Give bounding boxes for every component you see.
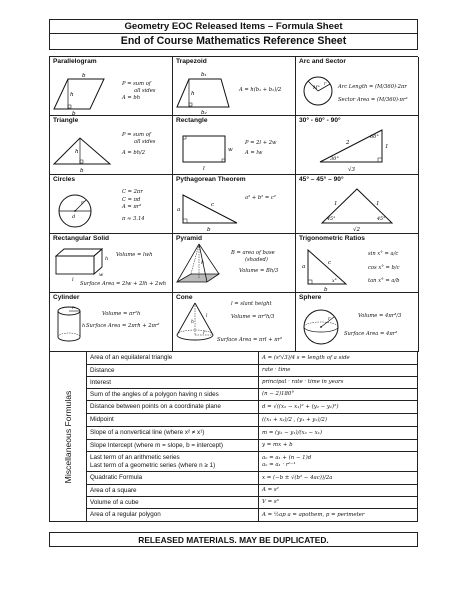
- label-w: w: [99, 272, 104, 278]
- label-h: h: [82, 323, 86, 329]
- cell-title: Rectangular Solid: [53, 235, 110, 242]
- label-b2: b₂: [201, 110, 207, 116]
- cell-title: Cylinder: [53, 294, 80, 301]
- label-60: 60°: [370, 134, 379, 140]
- label-r: r: [328, 317, 331, 322]
- label-h: h: [70, 92, 74, 98]
- cell-title: Rectangle: [176, 117, 208, 124]
- pyramid-formulas: B = area of base (shaded) Volume = Bh/3: [231, 250, 279, 274]
- label-h: h: [105, 256, 109, 262]
- label-c: c: [211, 202, 215, 208]
- label-45-left: 45°: [327, 217, 336, 222]
- trig-formulas: sin x° = a/c cos x° = b/c tan x° = a/b: [368, 251, 400, 284]
- cell-cone: [173, 293, 296, 352]
- cell-45-45-90: [296, 175, 419, 234]
- cell-title: Triangle: [53, 117, 79, 124]
- cell-title: 45° – 45° – 90°: [299, 176, 344, 183]
- label-r: r: [81, 200, 84, 206]
- label-leg-left: 1: [334, 201, 338, 207]
- label-r: r: [203, 331, 206, 336]
- cell-title: Trigonometric Ratios: [299, 235, 365, 242]
- trig-figure: [296, 234, 419, 293]
- shape-formula-grid: [49, 56, 418, 352]
- sphere-figure: [296, 293, 419, 352]
- label-b-top: b: [82, 73, 86, 79]
- label-d: d: [72, 214, 76, 220]
- cell-triangle: [50, 116, 173, 175]
- label-w: w: [228, 147, 233, 153]
- label-b1: b₁: [201, 72, 207, 78]
- misc-formulas-table: [49, 352, 418, 522]
- 30-60-90-figure: [296, 116, 419, 175]
- table-row: Distance rate · time: [87, 365, 417, 377]
- label-l: l: [203, 166, 205, 172]
- cell-pyramid: [173, 234, 296, 293]
- cell-parallelogram: [50, 57, 173, 116]
- label-b-bottom: b: [72, 111, 76, 116]
- cell-title: 30° - 60° - 90°: [299, 117, 341, 124]
- label-long: √3: [348, 167, 356, 173]
- sphere-volume: Volume = 4πr³/3: [358, 313, 402, 319]
- cell-title: Parallelogram: [53, 58, 97, 65]
- circle-figure: [50, 175, 173, 234]
- label-b: b: [324, 287, 328, 293]
- cell-cylinder: [50, 293, 173, 352]
- cell-arc-sector: [296, 57, 419, 116]
- cell-title: Circles: [53, 176, 75, 183]
- cell-trig-ratios: [296, 234, 419, 293]
- cell-sphere: [296, 293, 419, 352]
- rectangle-formulas: P = 2l + 2w A = lw: [245, 140, 277, 156]
- table-row: Quadratic Formula x = (−b ± √(b² − 4ac))/2a: [87, 472, 417, 485]
- label-l: l: [72, 277, 74, 283]
- table-row: Area of a square A = s²: [87, 485, 417, 497]
- label-b: b: [207, 227, 211, 233]
- misc-rows: [87, 352, 417, 521]
- label-h: h: [201, 260, 205, 266]
- sheet-title: Geometry EOC Released Items – Formula Sheet: [49, 19, 418, 34]
- cone-area: Surface Area = πrl + πr²: [217, 337, 283, 343]
- table-row: Volume of a cube V = s³: [87, 497, 417, 509]
- circle-formulas: C = 2πr C = πd A = πr² π ≈ 3.14: [122, 189, 145, 222]
- label-c: c: [328, 260, 332, 266]
- label-short: 1: [385, 144, 389, 150]
- label-h: h: [191, 91, 195, 97]
- label-l: l: [206, 314, 208, 319]
- table-row: Area of a regular polygon A = ½ap a = apothem, p = perimeter: [87, 509, 417, 521]
- misc-side-label-cell: [50, 352, 87, 521]
- cylinder-area: Surface Area = 2πrh + 2πr²: [86, 323, 160, 329]
- cone-formulas: l = slant height Volume = πr²h/3: [231, 301, 275, 320]
- label-b: b: [80, 168, 84, 174]
- cell-circles: [50, 175, 173, 234]
- label-a: a: [177, 207, 181, 213]
- table-row: Sum of the angles of a polygon having n sides (n − 2)180°: [87, 389, 417, 401]
- cell-title: Pyramid: [176, 235, 203, 242]
- formula-sheet: [49, 19, 418, 547]
- sheet-subtitle: End of Course Mathematics Reference Sheet: [49, 34, 418, 50]
- cell-title: Trapezoid: [176, 58, 207, 65]
- table-row: Slope Intercept (where m = slope, b = intercept) y = mx + b: [87, 440, 417, 452]
- 45-45-90-figure: [296, 175, 419, 234]
- pythagorean-figure: [173, 175, 296, 234]
- label-30: 30°: [330, 156, 339, 162]
- table-row: Midpoint ((x₁ + x₂)/2 , (y₁ + y₂)/2): [87, 414, 417, 427]
- table-row: Interest principal · rate · time in years: [87, 377, 417, 389]
- parallelogram-formulas: P = sum of all sides A = bh: [122, 81, 156, 101]
- label-h: h: [75, 149, 79, 155]
- cell-trapezoid: [173, 57, 296, 116]
- cell-title: Pythagorean Theorem: [176, 176, 246, 183]
- label-h: h: [191, 320, 194, 325]
- cell-title: Sphere: [299, 294, 322, 301]
- arc-sector-formulas: Arc Length = (M/360)·2πr Sector Area = (M/360)·πr²: [338, 84, 408, 103]
- rectangle-figure: [173, 116, 296, 175]
- label-45-right: 45°: [377, 217, 386, 222]
- label-x: x°: [332, 279, 337, 284]
- triangle-formulas: P = sum of all sides A = bh/2: [122, 132, 156, 156]
- rect-solid-volume: Volume = lwh: [116, 252, 153, 258]
- trapezoid-formula: A = h(b₁ + b₂)/2: [239, 87, 282, 93]
- pythagorean-formula: a² + b² = c²: [245, 195, 276, 201]
- label-hyp: √2: [353, 227, 361, 233]
- table-row: Slope of a nonvertical line (where x² ≠ x¹) m = (y₂ − y₁)/(x₂ − x₁): [87, 427, 417, 440]
- label-r: r: [72, 306, 75, 311]
- cell-30-60-90: [296, 116, 419, 175]
- table-row: Area of an equilateral triangle A = (s²√3)/4 s = length of a side: [87, 352, 417, 365]
- label-hyp: 2: [346, 140, 350, 146]
- label-leg-right: 1: [376, 201, 380, 207]
- table-row: Last term of an arithmetic series Last term of a geometric series (where n ≥ 1) aₙ = a₁ + (n − 1)d aₙ = a₁ · rⁿ⁻¹: [87, 452, 417, 472]
- cell-rectangle: [173, 116, 296, 175]
- sphere-area: Surface Area = 4πr²: [344, 331, 398, 337]
- label-angle: M°: [313, 86, 320, 91]
- rect-solid-area: Surface Area = 2lw + 2lh + 2wh: [80, 281, 167, 287]
- cell-title: Cone: [176, 294, 193, 301]
- cylinder-volume: Volume = πr²h: [102, 311, 141, 317]
- cell-title: Arc and Sector: [299, 58, 346, 65]
- cell-pythagorean: [173, 175, 296, 234]
- misc-side-label: Miscellaneous Formulas: [63, 390, 73, 483]
- label-a: a: [302, 264, 306, 270]
- footer-notice: RELEASED MATERIALS. MAY BE DUPLICATED.: [49, 532, 418, 547]
- label-r: r: [324, 82, 327, 87]
- table-row: Distance between points on a coordinate plane d = √((x₂ − x₁)² + (y₂ − y₁)²): [87, 401, 417, 414]
- cell-rectangular-solid: [50, 234, 173, 293]
